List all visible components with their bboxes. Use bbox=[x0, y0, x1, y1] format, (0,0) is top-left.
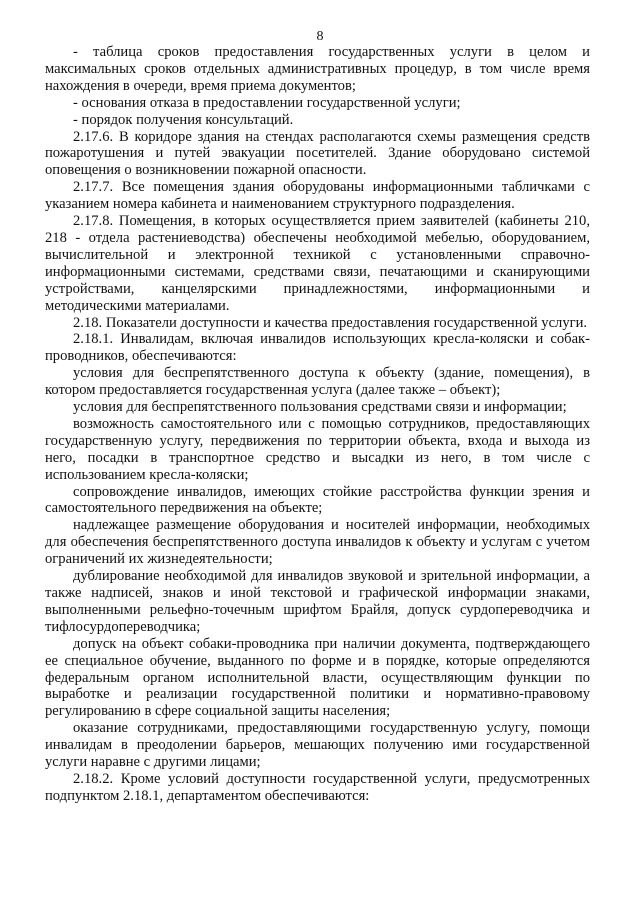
paragraph: условия для беспрепятственного пользования средствами связи и информации; bbox=[73, 399, 567, 416]
paragraph: надлежащее размещение оборудования и носителей информации, необходимых для обеспечения беспрепятственного доступа инвалидов к объекту и услугам с учетом ограничений их жизнедеятельности; bbox=[45, 517, 590, 568]
document-body bbox=[45, 44, 590, 805]
page-number: 8 bbox=[316, 29, 324, 44]
paragraph: 2.17.6. В коридоре здания на стендах располагаются схемы размещения средств пожаротушения и путей эвакуации посетителей. Здание оборудовано системой оповещения о возникновении пожарной опасности. bbox=[45, 128, 590, 179]
paragraph: 2.17.8. Помещения, в которых осуществляется прием заявителей (кабинеты 210, 218 - отдела растениеводства) обеспечены необходимой мебелью, оборудованием, вычислительной и электронной техникой с установленными справочно-информационными системами, средствами связи, печатающими и сканирующими устройствами, канцелярскими принадлежностями, информационными и методическими материалами. bbox=[45, 213, 590, 314]
paragraph: дублирование необходимой для инвалидов звуковой и зрительной информации, а также надписей, знаков и иной текстовой и графической информации знаками, выполненными рельефно-точечным шрифтом Брайля, допуск сурдопереводчика и тифлосурдопереводчика; bbox=[45, 568, 590, 635]
paragraph: условия для беспрепятственного доступа к объекту (здание, помещения), в котором предоставляется государственная услуга (далее также – объект); bbox=[45, 365, 590, 399]
paragraph: - таблица сроков предоставления государственных услуги в целом и максимальных сроков отдельных административных процедур, в том числе время нахождения в очереди, время приема документов; bbox=[45, 44, 590, 94]
paragraph: - основания отказа в предоставлении государственной услуги; bbox=[73, 94, 461, 111]
paragraph: сопровождение инвалидов, имеющих стойкие расстройства функции зрения и самостоятельного передвижения на объекте; bbox=[45, 483, 590, 517]
paragraph: оказание сотрудниками, предоставляющими государственную услугу, помощи инвалидам в преодолении барьеров, мешающих получению ими государственной услуги наравне с другими лицами; bbox=[45, 720, 590, 771]
paragraph: 2.17.7. Все помещения здания оборудованы информационными табличками с указанием номера кабинета и наименованием структурного подразделения. bbox=[45, 179, 590, 213]
paragraph: допуск на объект собаки-проводника при наличии документа, подтверждающего ее специальное обучение, выданного по форме и в порядке, которые определяются федеральным органом исполнительной власти, осуществляющим функции по выработке и реализации государственной политики и нормативно-правовому регулированию в сфере социальной защиты населения; bbox=[45, 635, 590, 720]
paragraph: - порядок получения консультаций. bbox=[73, 111, 294, 128]
paragraph: 2.18.2. Кроме условий доступности государственной услуги, предусмотренных подпунктом 2.18.1, департаментом обеспечиваются: bbox=[45, 770, 590, 804]
paragraph: возможность самостоятельного или с помощью сотрудников, предоставляющих государственную услугу, передвижения по территории объекта, входа и выхода из него, посадки в транспортное средство и высадки из него, в том числе с использованием кресла-коляски; bbox=[45, 415, 590, 483]
paragraph: 2.18. Показатели доступности и качества предоставления государственной услуги. bbox=[73, 314, 588, 331]
paragraph: 2.18.1. Инвалидам, включая инвалидов использующих кресла-коляски и собак-проводников, обеспечиваются: bbox=[45, 331, 590, 365]
